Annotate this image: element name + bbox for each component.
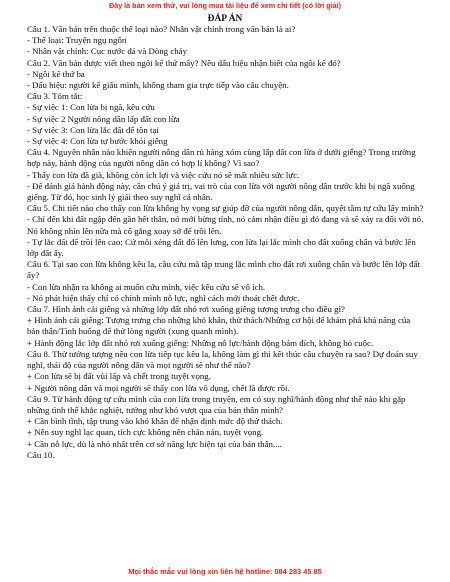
content-line: Câu 7. Hình ảnh cái giếng và những lớp đất nhỏ rơi xuống giếng tượng trưng cho điều gì? [27,304,345,315]
content-line: + Con lừa sẽ bị đất vùi lấp và chết trong tuyệt vọng. [27,371,211,382]
content-line: - Nhân vật chính: Cục nước đá và Dòng chảy [27,46,188,57]
content-line: - Thấy con lừa đã già, không còn ích lợi và việc cứu nó sẽ mất nhiều sức lực. [27,169,300,180]
content-line: Câu 6. Tại sao con lừa không kêu la, cầu cứu mà tập trung lắc mình cho đất rơi xuống chân và bước lên lớp đất ấy? [27,259,420,281]
preview-notice: Đây là bản xem thử, vui lòng mua tài liệu để xem chi tiết (có lời giải) [109,1,341,10]
content-line: + Nên suy nghĩ lạc quan, tích cực không nên chán nản, tuyệt vọng. [27,427,264,438]
answer-content [27,24,425,461]
content-line: - Chỉ đến khi đất ngập đến gần hết thân, nó mới bừng tỉnh, nó cảm nhận điều gì đó đang và sẽ xảy ra đối với nó. Nó không nhìn lên nữa mà cố gắng xoay sở để trồi lên. [27,214,424,236]
content-line: + Hình ảnh cái giếng: Tượng trưng cho những khó khăn, thử thách/Những cơ hội để khám phá khả năng của bản thân/Tình huống để thử lòng người (xung quanh mình). [27,315,411,337]
content-line: Câu 1. Văn bản trên thuộc thể loại nào? Nhân vật chính trong văn bản là ai? [27,24,296,34]
content-line: Câu 5. Chi tiết nào cho thấy con lừa không hy vọng sự giúp đỡ của người nông dân, quyết tâm tự cứu lấy mình? [27,203,424,214]
content-line: Câu 4. Nguyên nhân nào khiến người nông dân rủ hàng xóm cùng lấp đất con lừa ở dưới giếng? Trong trường hợp này, hành động của người nông dân có hợp lí không? Vì sao? [27,147,416,169]
content-line: - Dấu hiệu: người kể giấu mình, không tham gia trực tiếp vào câu chuyện. [27,80,289,91]
content-line: - Tự lắc đất để trồi lên cao: Cứ mỗi xẻng đất đổ lên lưng, con lừa lại lắc mình cho đất xuống chân và bước lên lớp đất ấy. [27,236,416,259]
content-line: - Sự việc 1: Con lừa bị ngã, kêu cứu [27,102,155,113]
content-line: - Ngôi kể thứ ba [27,68,85,79]
content-line: - Nó phát hiện thấy chỉ có chính mình nỗ lực, nghĩ cách mới thoát chết được. [27,292,300,303]
content-line: - Sự việc 4: Con lừa tự bước khỏi giếng [27,136,168,147]
content-line: Câu 3. Tóm tắt: [27,91,83,102]
content-line: + Hành động lắc lớp đất nhỏ rơi xuống giếng: Những nỗ lực/hành động bảm đích, không bỏ cuộc. [27,337,374,348]
content-line: Câu 8. Thử tưởng tượng nếu con lừa tiếp tục kêu la, không làm gì thì kết thúc câu chuyện ra sao? Dự đoán suy nghĩ, thái độ của người nông dân và mọi người sẽ như thế nào? [27,348,418,371]
content-line: - Để đánh giá hành động này, cần chú ý giá trị, vai trò của con lừa với người nông dân trước khi bị ngã xuống giếng. Từ đó, học sinh lý giải theo suy nghĩ cá nhân. [27,180,415,203]
content-line: - Thể loại: Truyện ngụ ngôn [27,35,127,46]
hotline-notice: Mọi thắc mắc vui lòng xin liên hệ hotline: 084 283 45 85 [128,567,322,576]
content-line: Câu 2. Văn bản được viết theo ngôi kể thứ mấy? Nêu dấu hiệu nhận biết của ngôi kể đó? [27,57,341,68]
content-line: + Cần bình tĩnh, tập trung vào khó khăn để nhận định mức độ thử thách. [27,416,283,427]
content-line: + Cần nỗ lực, dù là nhỏ nhất trên cơ sở năng lực hiện tại của bản thân.... [27,438,282,449]
content-line: - Sự việc 3: Con lừa lắc đất để tồn tại [27,124,159,135]
answer-title: ĐÁP ÁN [207,14,243,24]
content-line: - Sự việc 2 Người nông dân lấp đất con lừa [27,113,180,124]
content-line: + Người nông dân và mọi người sẽ thấy con lừa vô dụng, chết là được rồi. [27,382,290,393]
content-line: - Con lừa nhận ra không ai muốn cứu mình, việc kêu cứu sẽ vô ích. [27,281,266,292]
content-line: Câu 9. Từ hành động tự cứu mình của con lừa trong truyện, em có suy nghĩ/hành động như thế nào khi gặp những tình thế khắc nghiệt, tưởng như khó vượt qua của bản thân mình? [27,393,406,415]
content-line: Câu 10. [27,449,55,460]
